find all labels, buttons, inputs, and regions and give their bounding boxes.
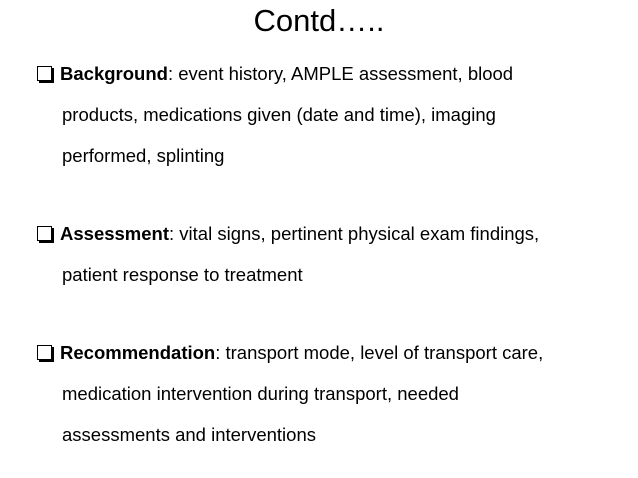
bullet-text: products, medications given (date and time), imaging bbox=[62, 104, 496, 125]
bullet-assessment bbox=[37, 213, 617, 295]
slide-title: Contd….. bbox=[253, 3, 385, 38]
bullet-background bbox=[37, 53, 617, 176]
checkbox-square-icon bbox=[37, 226, 52, 241]
checkbox-square-icon bbox=[37, 345, 52, 360]
bullet-recommendation bbox=[37, 332, 617, 455]
bullet-text: : vital signs, pertinent physical exam findings, bbox=[169, 223, 540, 244]
bullet-text: assessments and interventions bbox=[62, 424, 316, 445]
checkbox-square-icon bbox=[37, 66, 52, 81]
bullet-text: : event history, AMPLE assessment, blood bbox=[167, 63, 514, 84]
bullet-term: Recommendation bbox=[60, 342, 216, 363]
bullet-first-line bbox=[37, 53, 617, 94]
bullet-term: Background bbox=[60, 63, 168, 84]
bullet-text: medication intervention during transport, needed bbox=[62, 383, 459, 404]
bullet-text: performed, splinting bbox=[62, 145, 225, 166]
bullet-first-line bbox=[37, 213, 617, 254]
bullet-first-line bbox=[37, 332, 617, 373]
bullet-text: patient response to treatment bbox=[62, 264, 303, 285]
bullet-term: Assessment bbox=[60, 223, 170, 244]
bullet-text: : transport mode, level of transport care, bbox=[215, 342, 544, 363]
